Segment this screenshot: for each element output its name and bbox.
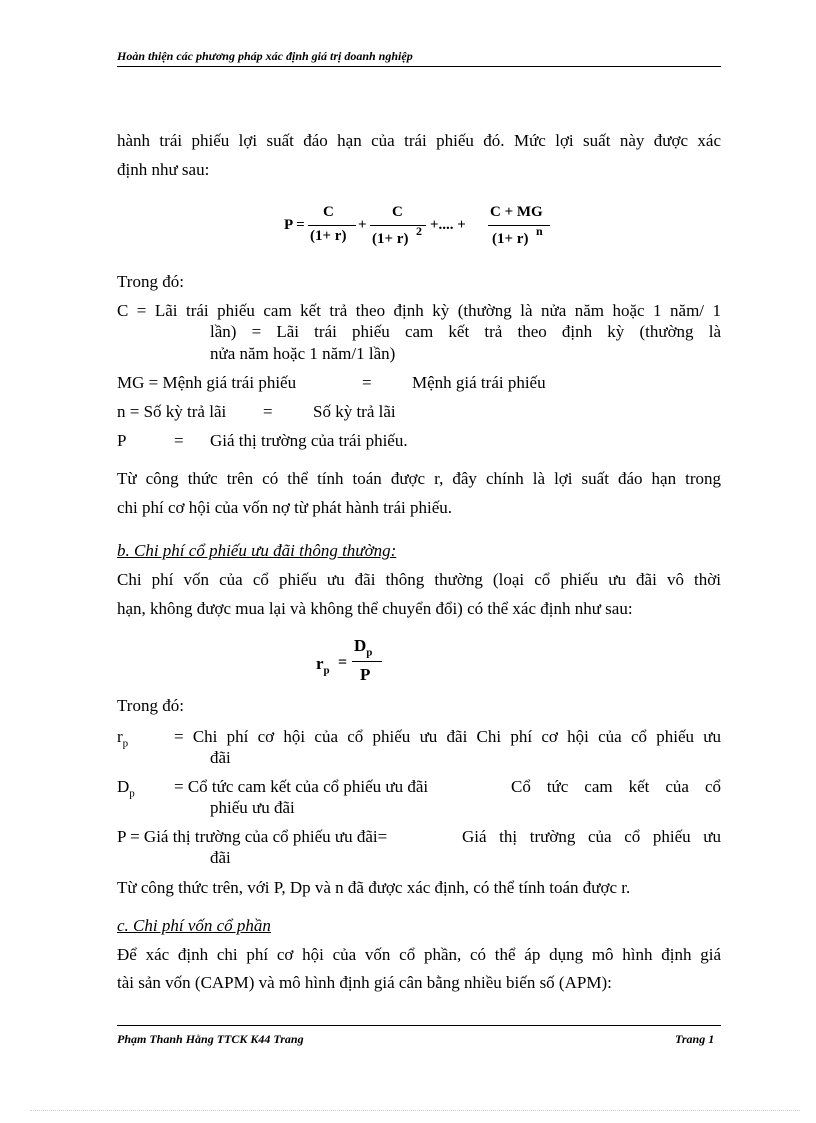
label-trong-do: Trong đó:: [117, 696, 184, 715]
fraction-bar: [352, 661, 382, 662]
definition-equals: =: [174, 431, 184, 450]
preferred-stock-cost-formula: [314, 634, 394, 690]
formula-term2-numerator: C: [392, 204, 403, 220]
section-heading-c: c. Chi phí vốn cổ phần: [117, 916, 271, 935]
definition-term: P: [117, 431, 127, 450]
formula-term3-numerator: C + MG: [490, 204, 543, 220]
formula-term3-denominator: (1+ r): [492, 231, 529, 247]
definition-line: phiếu ưu đãi: [210, 798, 295, 817]
definition-line: = Chi phí cơ hội của cổ phiếu ưu đãi Chi phí cơ hội của cổ phiếu ưu: [174, 727, 721, 746]
definition-line: lần) = Lãi trái phiếu cam kết trả theo định kỳ (thường là: [210, 322, 721, 341]
bond-price-formula: [280, 200, 570, 260]
definition-line: nửa năm hoặc 1 năm/1 lần): [210, 344, 396, 363]
page-bottom-edge: [30, 1110, 800, 1111]
paragraph-line: Từ công thức trên có thể tính toán được r, đây chính là lợi suất đáo hạn trong: [117, 469, 721, 488]
header-divider: [117, 66, 721, 67]
definition-text: Mệnh giá trái phiếu: [412, 373, 546, 392]
paragraph-line: định như sau:: [117, 160, 210, 179]
formula-term2-exponent: 2: [416, 224, 422, 238]
formula-term2-denominator: (1+ r): [372, 231, 409, 247]
definition-term: MG = Mệnh giá trái phiếu: [117, 373, 297, 392]
paragraph-line: Chi phí vốn của cổ phiếu ưu đãi thông thường (loại cổ phiếu ưu đãi vô thời: [117, 570, 721, 589]
formula-lhs: P =: [284, 217, 305, 233]
definition-term: n = Số kỳ trả lãi: [117, 402, 227, 421]
formula-lhs: $r_p$: [316, 654, 330, 677]
formula-plus: +: [358, 217, 367, 233]
definition-term: $D_p$: [117, 777, 135, 800]
fraction-bar: [308, 225, 356, 226]
formula-equals: =: [338, 654, 348, 671]
formula-term1-denominator: (1+ r): [310, 228, 347, 244]
definition-text: Giá thị trường của cổ phiếu ưu: [462, 827, 721, 846]
section-heading-b: b. Chi phí cổ phiếu ưu đãi thông thường:: [117, 541, 397, 560]
formula-term1-numerator: C: [323, 204, 334, 220]
paragraph-line: hành trái phiếu lợi suất đáo hạn của trái phiếu đó. Mức lợi suất này được xác: [117, 131, 721, 150]
definition-equals: =: [362, 373, 372, 392]
page-header: Hoàn thiện các phương pháp xác định giá trị doanh nghiệp: [117, 49, 413, 63]
definition-text: Cổ tức cam kết của cổ: [511, 777, 721, 796]
footer-divider: [117, 1025, 721, 1026]
definition-text: Giá thị trường của trái phiếu.: [210, 431, 408, 450]
formula-ellipsis: +.... +: [430, 217, 466, 233]
formula-term3-exponent: n: [536, 224, 543, 238]
definition-equals: =: [263, 402, 273, 421]
definition-line: C = Lãi trái phiếu cam kết trả theo định kỳ (thường là nửa năm hoặc 1 năm/ 1: [117, 301, 721, 320]
formula-denominator: P: [360, 665, 371, 684]
definition-line: P = Giá thị trường của cổ phiếu ưu đãi=: [117, 827, 388, 846]
label-trong-do: Trong đó:: [117, 272, 184, 291]
paragraph-line: Để xác định chi phí cơ hội của vốn cổ phần, có thể áp dụng mô hình định giá: [117, 945, 721, 964]
paragraph-line: Từ công thức trên, với P, Dp và n đã được xác định, có thể tính toán được r.: [117, 878, 631, 897]
footer-author: Phạm Thanh Hằng TTCK K44 Trang: [117, 1032, 304, 1046]
paragraph-line: hạn, không được mua lại và không thể chuyển đổi) có thể xác định như sau:: [117, 599, 633, 618]
definition-line: đãi: [210, 848, 231, 867]
paragraph-line: tài sản vốn (CAPM) và mô hình định giá cân bằng nhiều biến số (APM):: [117, 973, 612, 992]
definition-term: $r_p$: [117, 727, 129, 750]
definition-line: đãi: [210, 748, 231, 767]
page-number: Trang 1: [675, 1032, 715, 1046]
paragraph-line: chi phí cơ hội của vốn nợ từ phát hành trái phiếu.: [117, 498, 453, 517]
formula-numerator: $D_p$: [354, 636, 373, 659]
definition-text: Số kỳ trả lãi: [313, 402, 396, 421]
definition-line: = Cổ tức cam kết của cổ phiếu ưu đãi: [174, 777, 429, 796]
